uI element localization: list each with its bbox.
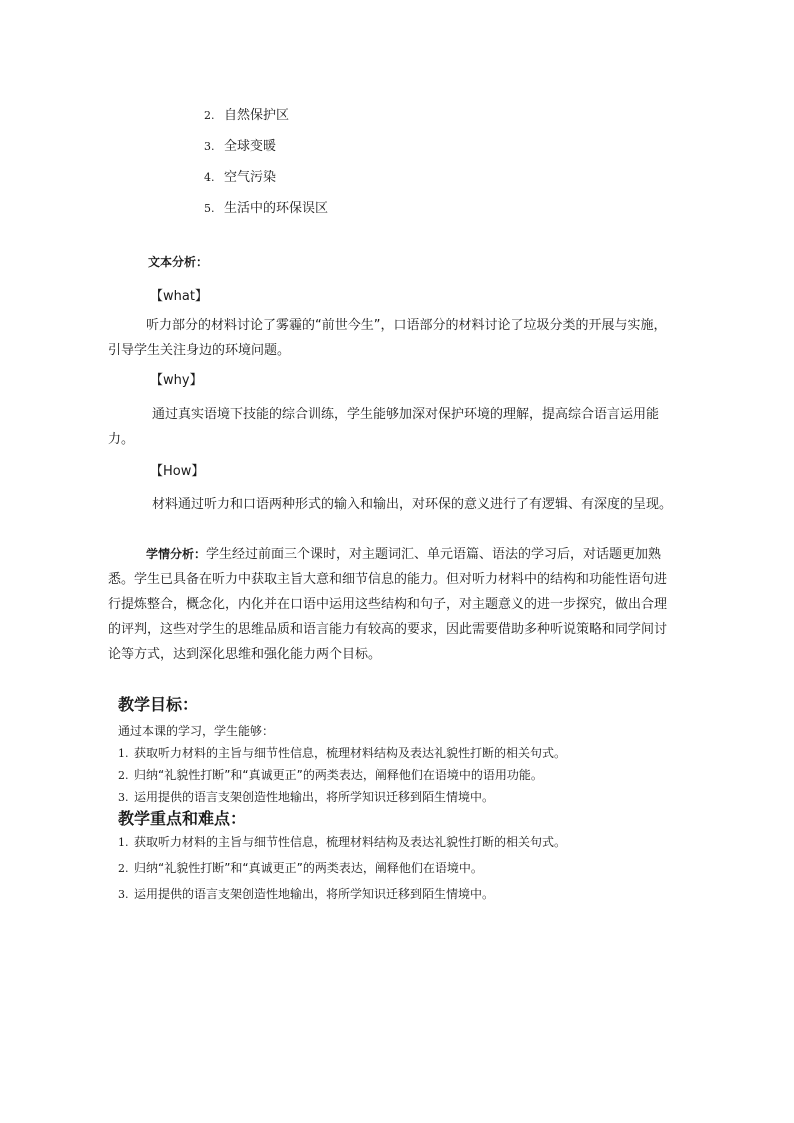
what-paragraph: 听力部分的材料讨论了雾霾的“前世今生”，口语部分的材料讨论了垃圾分类的开展与实施，引导学生关注身边的环境问题。: [108, 318, 667, 358]
how-paragraph: 材料通过听力和口语两种形式的输入和输出，对环保的意义进行了有逻辑、有深度的呈现。: [152, 497, 673, 512]
learner-analysis-label: 学情分析：: [146, 547, 207, 561]
key-point-item: [118, 833, 566, 850]
list-number: 4.: [204, 171, 215, 184]
list-number: 2.: [118, 769, 129, 782]
list-text: 自然保护区: [224, 108, 290, 123]
topic-list-item: [204, 166, 276, 185]
list-number: 2.: [118, 862, 129, 875]
objective-item: [118, 766, 543, 783]
list-number: 1.: [118, 836, 129, 849]
list-number: 3.: [204, 140, 215, 153]
list-text: 获取听力材料的主旨与细节性信息，梳理材料结构及表达礼貌性打断的相关句式。: [134, 835, 567, 849]
objective-item: [118, 788, 494, 805]
list-text: 运用提供的语言支架创造性地输出，将所学知识迁移到陌生情境中。: [134, 887, 495, 901]
topic-list-item: [204, 104, 289, 123]
why-paragraph: 通过真实语境下技能的综合训练，学生能够加深对保护环境的理解，提高综合语言运用能力。: [108, 407, 660, 447]
key-point-item: [118, 885, 494, 902]
key-points-heading: 教学重点和难点：: [118, 809, 247, 828]
key-point-item: [118, 859, 483, 876]
why-label: 【why】: [150, 373, 203, 388]
list-text: 获取听力材料的主旨与细节性信息，梳理材料结构及表达礼貌性打断的相关句式。: [134, 746, 567, 760]
learner-analysis-text: 学生经过前面三个课时，对主题词汇、单元语篇、语法的学习后，对话题更加熟悉。学生已具备在听力中获取主旨大意和细节信息的能力。但对听力材料中的结构和功能性语句进行提炼整合，概念化，内化并在口语中运用这些结构和句子，对主题意义的进一步探究，做出合理的评判，这些对学生的思维品质和语言能力有较高的要求，因此需要借助多种听说策略和同学间讨论等方式，达到深化思维和强化能力两个目标。: [108, 547, 668, 662]
learner-analysis-paragraph: [108, 542, 678, 667]
list-number: 5.: [204, 202, 215, 215]
objective-item: [118, 744, 566, 761]
list-number: 3.: [118, 888, 129, 901]
list-text: 全球变暖: [224, 139, 277, 154]
text-analysis-heading: 文本分析：: [148, 255, 209, 269]
list-text: 运用提供的语言支架创造性地输出，将所学知识迁移到陌生情境中。: [134, 790, 495, 804]
how-label: 【How】: [150, 464, 205, 479]
list-text: 生活中的环保误区: [224, 201, 329, 216]
list-text: 归纳“礼貌性打断”和“真诚更正”的两类表达，阐释他们在语境中。: [134, 861, 483, 875]
list-text: 空气污染: [224, 170, 277, 185]
topic-list-item: [204, 197, 328, 216]
list-number: 2.: [204, 109, 215, 122]
list-number: 1.: [118, 747, 129, 760]
objectives-intro: 通过本课的学习，学生能够：: [118, 724, 275, 738]
list-number: 3.: [118, 791, 129, 804]
objectives-heading: 教学目标：: [118, 695, 199, 714]
what-label: 【what】: [150, 289, 208, 304]
topic-list-item: [204, 135, 276, 154]
list-text: 归纳“礼貌性打断”和“真诚更正”的两类表达，阐释他们在语境中的语用功能。: [134, 768, 543, 782]
